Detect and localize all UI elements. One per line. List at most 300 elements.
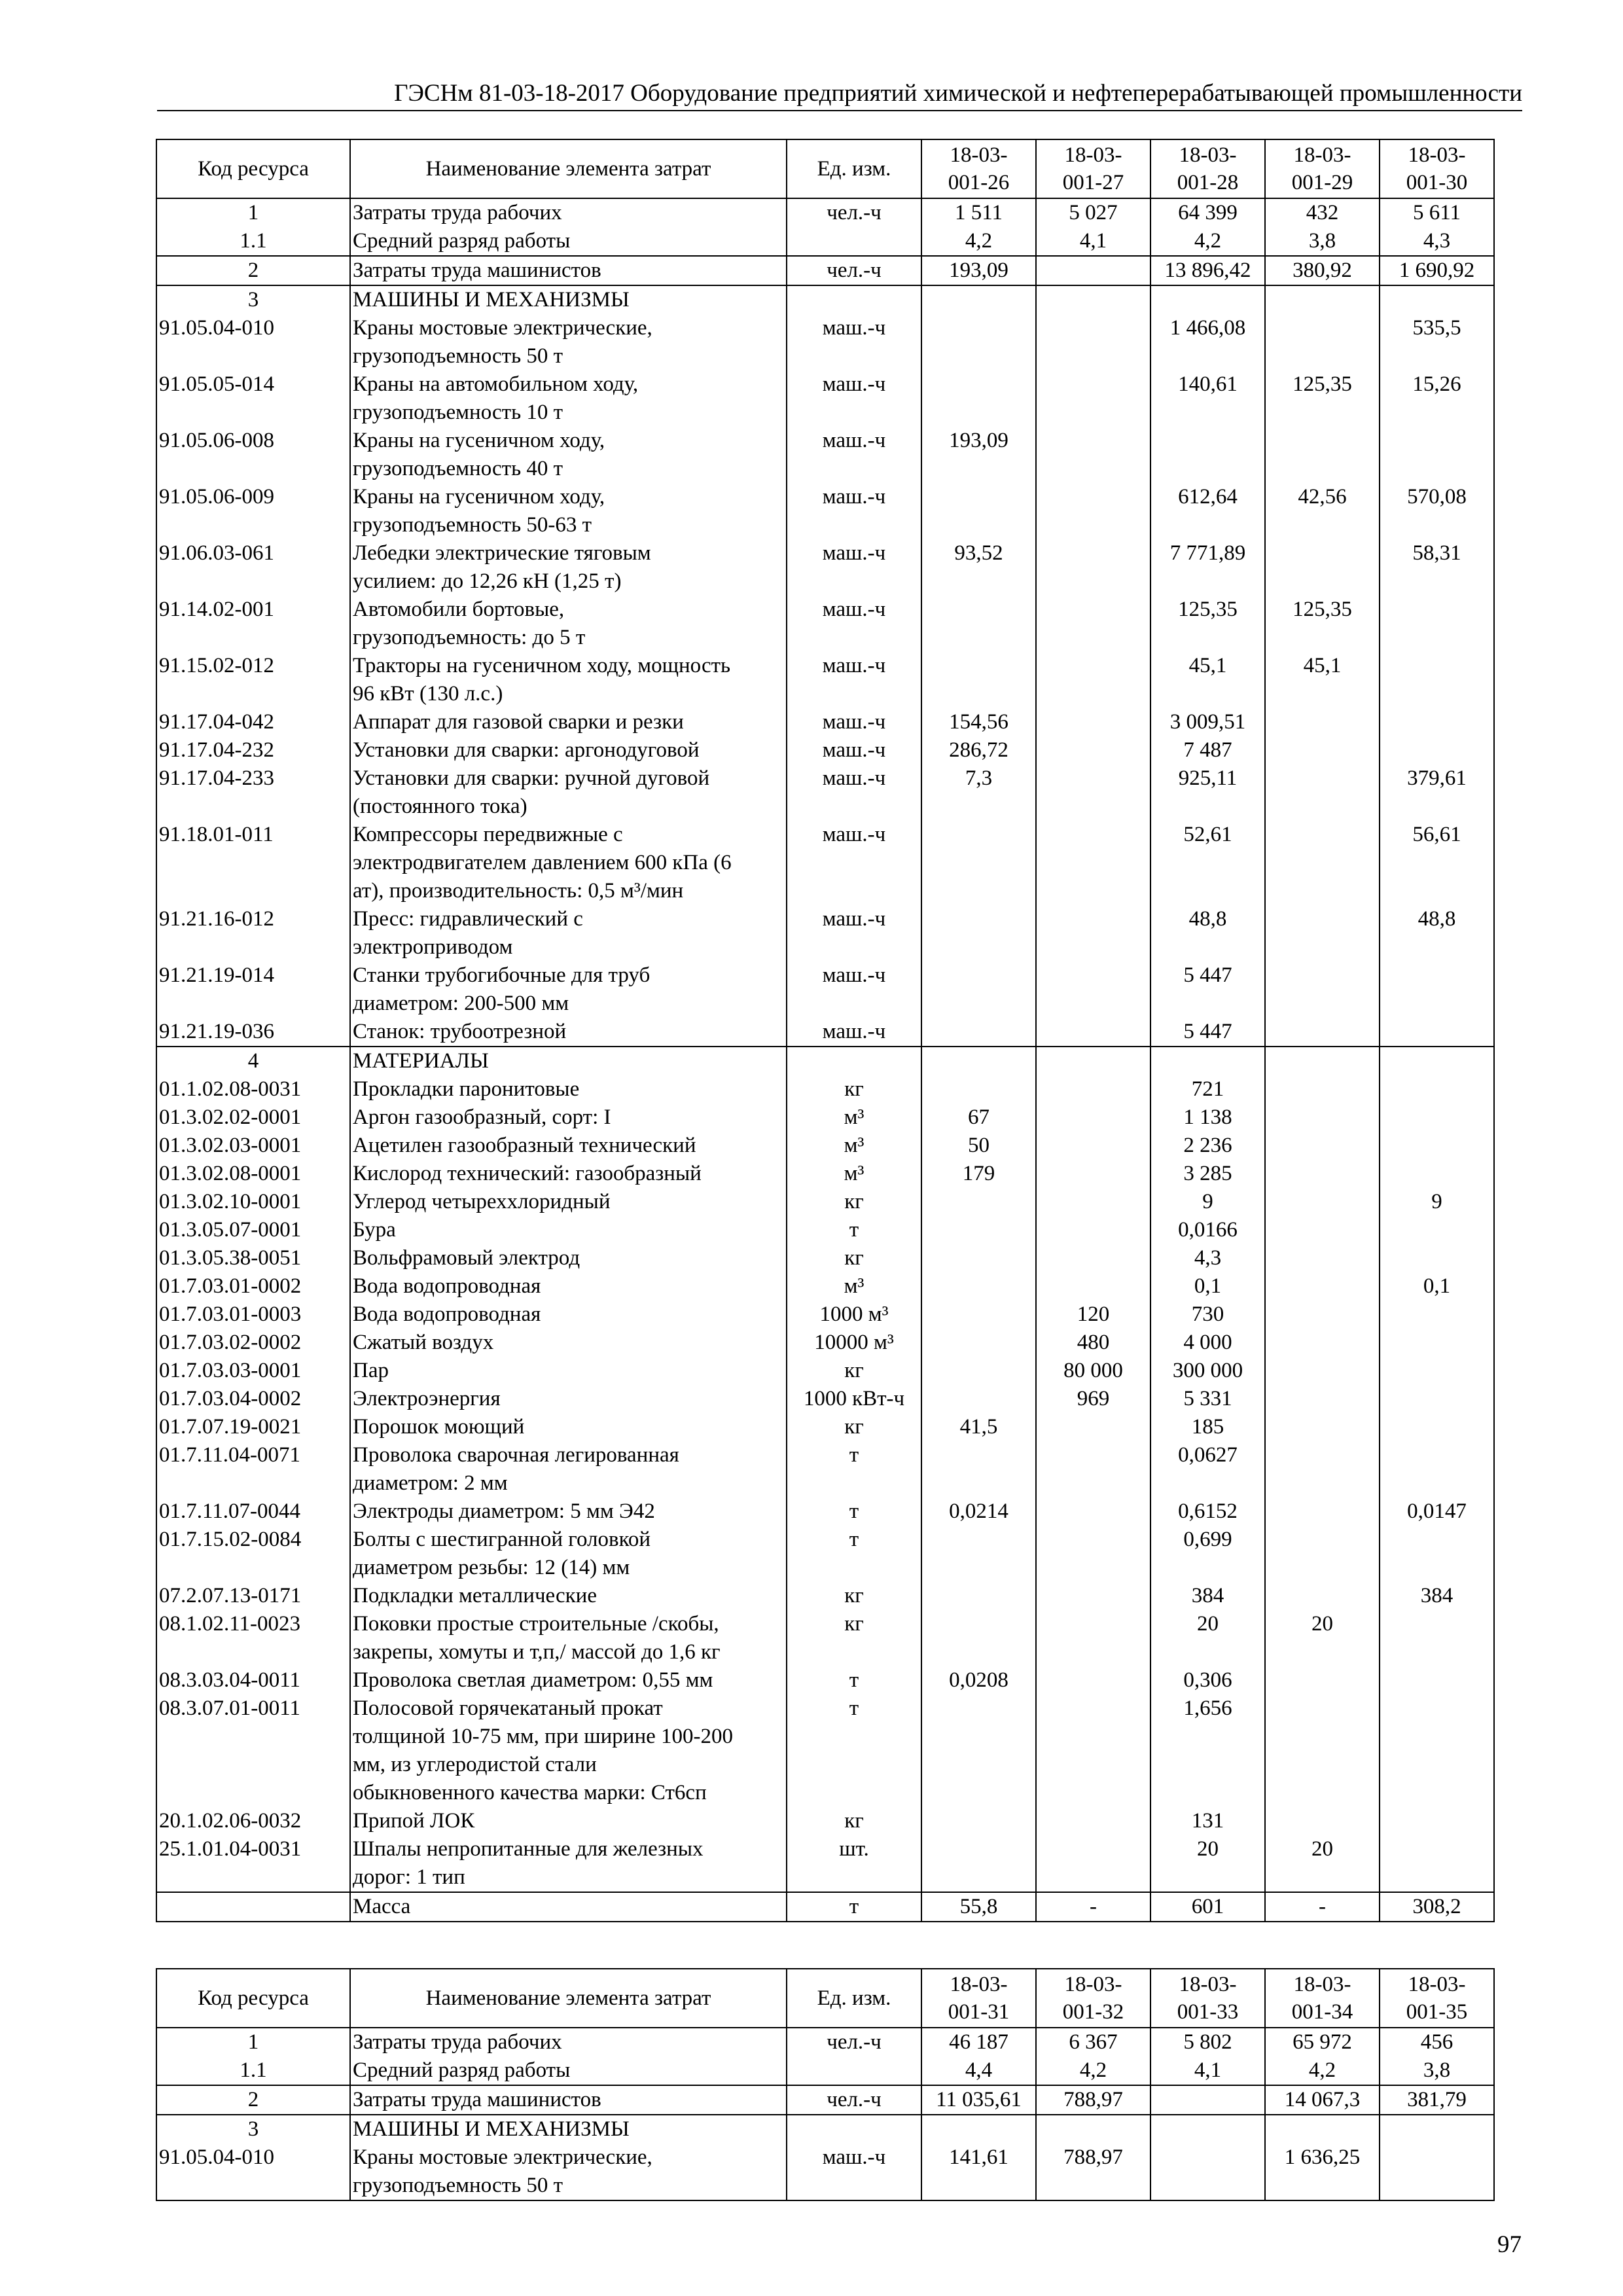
unit-cell: маш.-ч <box>787 905 921 961</box>
value-cell <box>921 1582 1036 1610</box>
value-cell: 46 187 <box>921 2028 1036 2056</box>
unit-cell: маш.-ч <box>787 821 921 905</box>
resource-code: 91.05.05-014 <box>156 370 350 427</box>
column-header-value: 18-03- 001-26 <box>921 139 1036 198</box>
value-cell <box>921 483 1036 539</box>
resource-name: Краны на гусеничном ходу, грузоподъемность 50-63 т <box>350 483 787 539</box>
value-cell: 1 511 <box>921 198 1036 227</box>
value-cell: 2 236 <box>1150 1132 1265 1160</box>
unit-cell: маш.-ч <box>787 961 921 1018</box>
resource-code: 01.7.03.02-0002 <box>156 1329 350 1357</box>
table-row <box>156 1610 1494 1666</box>
resource-name: Вольфрамовый электрод <box>350 1244 787 1272</box>
resource-code: 2 <box>156 256 350 285</box>
value-cell <box>1380 1160 1494 1188</box>
value-cell <box>921 596 1036 652</box>
value-cell: 925,11 <box>1150 764 1265 821</box>
table-row <box>156 905 1494 961</box>
value-cell: 6 367 <box>1036 2028 1150 2056</box>
table-row <box>156 539 1494 596</box>
value-cell <box>1265 1018 1380 1047</box>
resource-code: 3 <box>156 2115 350 2144</box>
value-cell <box>1036 1188 1150 1216</box>
value-cell <box>921 1835 1036 1892</box>
value-cell <box>1150 1047 1265 1075</box>
value-cell <box>1036 370 1150 427</box>
value-cell <box>1380 736 1494 764</box>
resource-code: 01.7.07.19-0021 <box>156 1413 350 1441</box>
value-cell <box>1036 1582 1150 1610</box>
resource-code: 07.2.07.13-0171 <box>156 1582 350 1610</box>
value-cell <box>921 1300 1036 1329</box>
unit-cell <box>787 227 921 256</box>
unit-cell: маш.-ч <box>787 708 921 736</box>
value-cell <box>1265 961 1380 1018</box>
unit-cell <box>787 2115 921 2144</box>
value-cell <box>1036 1160 1150 1188</box>
resource-name: Вода водопроводная <box>350 1300 787 1329</box>
value-cell: 0,6152 <box>1150 1498 1265 1526</box>
value-cell: 45,1 <box>1265 652 1380 708</box>
column-header-value: 18-03- 001-29 <box>1265 139 1380 198</box>
value-cell: 0,1 <box>1150 1272 1265 1300</box>
value-cell: 0,0214 <box>921 1498 1036 1526</box>
value-cell <box>1265 1582 1380 1610</box>
resource-name: Краны на автомобильном ходу, грузоподъемность 10 т <box>350 370 787 427</box>
column-header-name: Наименование элемента затрат <box>350 1969 787 2028</box>
value-cell <box>1380 427 1494 483</box>
column-header-value: 18-03- 001-35 <box>1380 1969 1494 2028</box>
value-cell: - <box>1265 1892 1380 1922</box>
resource-name: Тракторы на гусеничном ходу, мощность 96 кВт (130 л.с.) <box>350 652 787 708</box>
unit-cell <box>787 1047 921 1075</box>
value-cell: 456 <box>1380 2028 1494 2056</box>
value-cell: 15,26 <box>1380 370 1494 427</box>
resource-name: Бура <box>350 1216 787 1244</box>
unit-cell: м³ <box>787 1132 921 1160</box>
unit-cell: маш.-ч <box>787 652 921 708</box>
resource-code: 91.17.04-042 <box>156 708 350 736</box>
value-cell <box>1036 652 1150 708</box>
unit-cell: чел.-ч <box>787 256 921 285</box>
value-cell: 41,5 <box>921 1413 1036 1441</box>
table-row <box>156 652 1494 708</box>
value-cell <box>1380 1047 1494 1075</box>
resource-code: 91.17.04-232 <box>156 736 350 764</box>
table-row <box>156 427 1494 483</box>
unit-cell <box>787 285 921 314</box>
value-cell <box>1150 2085 1265 2115</box>
value-cell <box>1265 1300 1380 1329</box>
column-header-unit: Ед. изм. <box>787 139 921 198</box>
value-cell <box>1265 1047 1380 1075</box>
table-row <box>156 1216 1494 1244</box>
value-cell <box>1380 652 1494 708</box>
value-cell <box>1036 1075 1150 1103</box>
unit-cell: шт. <box>787 1835 921 1892</box>
table-row <box>156 256 1494 285</box>
value-cell: 154,56 <box>921 708 1036 736</box>
value-cell <box>1036 708 1150 736</box>
value-cell <box>921 1216 1036 1244</box>
value-cell <box>921 1329 1036 1357</box>
resource-name: Лебедки электрические тяговым усилием: до 12,26 кН (1,25 т) <box>350 539 787 596</box>
value-cell <box>921 821 1036 905</box>
resource-name: МАТЕРИАЛЫ <box>350 1047 787 1075</box>
value-cell: 48,8 <box>1380 905 1494 961</box>
value-cell <box>1380 2144 1494 2200</box>
value-cell: 5 027 <box>1036 198 1150 227</box>
resource-code: 01.7.03.04-0002 <box>156 1385 350 1413</box>
resource-name: Аргон газообразный, сорт: I <box>350 1103 787 1132</box>
unit-cell: т <box>787 1666 921 1695</box>
value-cell: 0,1 <box>1380 1272 1494 1300</box>
value-cell <box>1380 708 1494 736</box>
value-cell: 45,1 <box>1150 652 1265 708</box>
value-cell: 179 <box>921 1160 1036 1188</box>
resource-name: МАШИНЫ И МЕХАНИЗМЫ <box>350 2115 787 2144</box>
resource-code: 91.05.04-010 <box>156 2144 350 2200</box>
value-cell: - <box>1036 1892 1150 1922</box>
value-cell: 7 487 <box>1150 736 1265 764</box>
value-cell <box>1380 1385 1494 1413</box>
table-row <box>156 1075 1494 1103</box>
unit-cell: т <box>787 1892 921 1922</box>
resource-code: 91.05.06-008 <box>156 427 350 483</box>
resource-table-1 <box>156 139 1495 1922</box>
resource-code: 91.21.19-036 <box>156 1018 350 1047</box>
value-cell <box>921 1610 1036 1666</box>
resource-name: Пресс: гидравлический с электроприводом <box>350 905 787 961</box>
value-cell <box>921 285 1036 314</box>
resource-code: 01.3.02.02-0001 <box>156 1103 350 1132</box>
value-cell <box>1036 1018 1150 1047</box>
value-cell: 480 <box>1036 1329 1150 1357</box>
value-cell <box>1380 1103 1494 1132</box>
value-cell: 4,2 <box>1036 2056 1150 2085</box>
table-header-row <box>156 139 1494 198</box>
table-header-row <box>156 1969 1494 2028</box>
value-cell <box>1380 1695 1494 1807</box>
resource-code: 91.21.16-012 <box>156 905 350 961</box>
value-cell: 52,61 <box>1150 821 1265 905</box>
value-cell: 788,97 <box>1036 2144 1150 2200</box>
value-cell <box>1036 1666 1150 1695</box>
value-cell <box>1036 1526 1150 1582</box>
table-row <box>156 1582 1494 1610</box>
resource-code: 01.3.05.38-0051 <box>156 1244 350 1272</box>
value-cell <box>1380 1244 1494 1272</box>
value-cell: 0,0166 <box>1150 1216 1265 1244</box>
table-row <box>156 1441 1494 1498</box>
value-cell: 570,08 <box>1380 483 1494 539</box>
value-cell: 93,52 <box>921 539 1036 596</box>
table-row <box>156 821 1494 905</box>
mass-row <box>156 1892 1494 1922</box>
value-cell <box>1265 1132 1380 1160</box>
value-cell <box>1380 1216 1494 1244</box>
resource-name: Краны мостовые электрические, грузоподъемность 50 т <box>350 314 787 370</box>
value-cell <box>1036 1103 1150 1132</box>
value-cell: 125,35 <box>1265 596 1380 652</box>
value-cell: 969 <box>1036 1385 1150 1413</box>
unit-cell: маш.-ч <box>787 539 921 596</box>
value-cell: 535,5 <box>1380 314 1494 370</box>
resource-name: Затраты труда машинистов <box>350 2085 787 2115</box>
unit-cell: кг <box>787 1582 921 1610</box>
resource-name: Сжатый воздух <box>350 1329 787 1357</box>
value-cell <box>1036 285 1150 314</box>
value-cell: 612,64 <box>1150 483 1265 539</box>
value-cell <box>1380 1610 1494 1666</box>
value-cell: 1 138 <box>1150 1103 1265 1132</box>
value-cell <box>1036 1272 1150 1300</box>
value-cell: 384 <box>1150 1582 1265 1610</box>
value-cell <box>1380 1807 1494 1835</box>
value-cell <box>1036 1244 1150 1272</box>
unit-cell: т <box>787 1441 921 1498</box>
value-cell <box>1265 1666 1380 1695</box>
value-cell: 3 009,51 <box>1150 708 1265 736</box>
table-row <box>156 1188 1494 1216</box>
table-row <box>156 764 1494 821</box>
value-cell: 55,8 <box>921 1892 1036 1922</box>
resource-name: Установки для сварки: ручной дуговой (постоянного тока) <box>350 764 787 821</box>
unit-cell: маш.-ч <box>787 736 921 764</box>
unit-cell: кг <box>787 1610 921 1666</box>
value-cell <box>1036 1498 1150 1526</box>
value-cell: 721 <box>1150 1075 1265 1103</box>
value-cell: 7 771,89 <box>1150 539 1265 596</box>
resource-code: 01.3.02.10-0001 <box>156 1188 350 1216</box>
value-cell <box>1036 314 1150 370</box>
column-header-code: Код ресурса <box>156 139 350 198</box>
table-row <box>156 314 1494 370</box>
value-cell: 185 <box>1150 1413 1265 1441</box>
value-cell: 1 690,92 <box>1380 256 1494 285</box>
table-row <box>156 1329 1494 1357</box>
value-cell: 300 000 <box>1150 1357 1265 1385</box>
table-row <box>156 285 1494 314</box>
value-cell <box>1380 1526 1494 1582</box>
resource-table-2 <box>156 1968 1495 2201</box>
value-cell: 1,656 <box>1150 1695 1265 1807</box>
value-cell <box>1380 1835 1494 1892</box>
value-cell <box>1265 1526 1380 1582</box>
resource-code: 91.15.02-012 <box>156 652 350 708</box>
table-row <box>156 1413 1494 1441</box>
unit-cell: 1000 м³ <box>787 1300 921 1329</box>
unit-cell: маш.-ч <box>787 483 921 539</box>
table-row <box>156 1103 1494 1132</box>
value-cell: 5 447 <box>1150 961 1265 1018</box>
unit-cell: маш.-ч <box>787 596 921 652</box>
table-row <box>156 1047 1494 1075</box>
value-cell: 20 <box>1265 1610 1380 1666</box>
resource-code: 25.1.01.04-0031 <box>156 1835 350 1892</box>
table-row <box>156 736 1494 764</box>
resource-code: 1 <box>156 2028 350 2056</box>
value-cell <box>1265 1329 1380 1357</box>
value-cell <box>1380 1018 1494 1047</box>
value-cell <box>1036 736 1150 764</box>
value-cell <box>921 1047 1036 1075</box>
value-cell: 20 <box>1150 1610 1265 1666</box>
table-row <box>156 1498 1494 1526</box>
value-cell: 3,8 <box>1380 2056 1494 2085</box>
column-header-value: 18-03- 001-28 <box>1150 139 1265 198</box>
value-cell: 0,699 <box>1150 1526 1265 1582</box>
value-cell <box>1265 905 1380 961</box>
value-cell: 4,1 <box>1150 2056 1265 2085</box>
table-row <box>156 2085 1494 2115</box>
column-header-code: Код ресурса <box>156 1969 350 2028</box>
value-cell: 4,2 <box>1265 2056 1380 2085</box>
value-cell <box>1380 1132 1494 1160</box>
resource-code: 01.7.15.02-0084 <box>156 1526 350 1582</box>
value-cell: 125,35 <box>1265 370 1380 427</box>
resource-code: 1 <box>156 198 350 227</box>
resource-name: МАШИНЫ И МЕХАНИЗМЫ <box>350 285 787 314</box>
unit-cell: маш.-ч <box>787 314 921 370</box>
value-cell: 4,3 <box>1150 1244 1265 1272</box>
resource-name: Затраты труда рабочих <box>350 198 787 227</box>
value-cell <box>921 1526 1036 1582</box>
column-header-value: 18-03- 001-31 <box>921 1969 1036 2028</box>
value-cell <box>1265 427 1380 483</box>
resource-code: 01.7.03.01-0003 <box>156 1300 350 1329</box>
resource-name: Станок: трубоотрезной <box>350 1018 787 1047</box>
value-cell <box>921 1695 1036 1807</box>
value-cell: 64 399 <box>1150 198 1265 227</box>
value-cell <box>1036 764 1150 821</box>
resource-code: 01.3.02.03-0001 <box>156 1132 350 1160</box>
value-cell <box>1036 1610 1150 1666</box>
value-cell <box>1036 961 1150 1018</box>
value-cell: 0,0147 <box>1380 1498 1494 1526</box>
resource-code: 91.05.04-010 <box>156 314 350 370</box>
value-cell: 0,0208 <box>921 1666 1036 1695</box>
value-cell <box>1380 1441 1494 1498</box>
table-row <box>156 1300 1494 1329</box>
value-cell: 4,2 <box>921 227 1036 256</box>
unit-cell: маш.-ч <box>787 427 921 483</box>
table-row <box>156 370 1494 427</box>
table-row <box>156 227 1494 256</box>
value-cell <box>1150 2115 1265 2144</box>
resource-name: Шпалы непропитанные для железных дорог: 1 тип <box>350 1835 787 1892</box>
resource-name: Припой ЛОК <box>350 1807 787 1835</box>
value-cell <box>1265 1272 1380 1300</box>
value-cell <box>1265 1357 1380 1385</box>
resource-name: Краны мостовые электрические, грузоподъемность 50 т <box>350 2144 787 2200</box>
resource-name: Электроды диаметром: 5 мм Э42 <box>350 1498 787 1526</box>
value-cell <box>1265 1498 1380 1526</box>
unit-cell: м³ <box>787 1272 921 1300</box>
unit-cell: маш.-ч <box>787 370 921 427</box>
value-cell <box>1036 2115 1150 2144</box>
value-cell: 5 447 <box>1150 1018 1265 1047</box>
value-cell <box>1265 1160 1380 1188</box>
value-cell <box>921 1244 1036 1272</box>
value-cell: 48,8 <box>1150 905 1265 961</box>
column-header-unit: Ед. изм. <box>787 1969 921 2028</box>
value-cell <box>1265 764 1380 821</box>
value-cell: 7,3 <box>921 764 1036 821</box>
value-cell <box>1036 1807 1150 1835</box>
value-cell <box>1036 1047 1150 1075</box>
column-header-value: 18-03- 001-27 <box>1036 139 1150 198</box>
unit-cell: маш.-ч <box>787 764 921 821</box>
value-cell: 9 <box>1150 1188 1265 1216</box>
value-cell <box>1265 314 1380 370</box>
table-row <box>156 961 1494 1018</box>
value-cell <box>1265 285 1380 314</box>
resource-code: 91.05.06-009 <box>156 483 350 539</box>
value-cell <box>1265 708 1380 736</box>
value-cell: 4,2 <box>1150 227 1265 256</box>
value-cell: 131 <box>1150 1807 1265 1835</box>
value-cell: 1 466,08 <box>1150 314 1265 370</box>
resource-name: Затраты труда рабочих <box>350 2028 787 2056</box>
value-cell <box>1036 1695 1150 1807</box>
value-cell <box>1036 256 1150 285</box>
value-cell: 4,1 <box>1036 227 1150 256</box>
value-cell: 379,61 <box>1380 764 1494 821</box>
resource-name: Затраты труда машинистов <box>350 256 787 285</box>
value-cell <box>1380 1666 1494 1695</box>
value-cell <box>1265 1695 1380 1807</box>
value-cell: 80 000 <box>1036 1357 1150 1385</box>
resource-name: Проволока сварочная легированная диаметром: 2 мм <box>350 1441 787 1498</box>
value-cell <box>921 1075 1036 1103</box>
value-cell: 120 <box>1036 1300 1150 1329</box>
table-row <box>156 1666 1494 1695</box>
value-cell <box>921 1441 1036 1498</box>
resource-name: Поковки простые строительные /скобы, закрепы, хомуты и т,п,/ массой до 1,6 кг <box>350 1610 787 1666</box>
unit-cell: чел.-ч <box>787 2085 921 2115</box>
table-row <box>156 1357 1494 1385</box>
value-cell <box>921 1385 1036 1413</box>
unit-cell: кг <box>787 1075 921 1103</box>
resource-code: 91.21.19-014 <box>156 961 350 1018</box>
value-cell: 5 331 <box>1150 1385 1265 1413</box>
document-title: ГЭСНм 81-03-18-2017 Оборудование предприятий химической и нефтеперерабатывающей промышленности <box>394 80 1522 107</box>
value-cell <box>921 1357 1036 1385</box>
resource-name: Аппарат для газовой сварки и резки <box>350 708 787 736</box>
value-cell: 42,56 <box>1265 483 1380 539</box>
resource-name: Автомобили бортовые, грузоподъемность: до 5 т <box>350 596 787 652</box>
resource-name: Порошок моющий <box>350 1413 787 1441</box>
value-cell <box>1380 285 1494 314</box>
value-cell: 20 <box>1265 1835 1380 1892</box>
value-cell: 4,3 <box>1380 227 1494 256</box>
column-header-value: 18-03- 001-34 <box>1265 1969 1380 2028</box>
table-row <box>156 2028 1494 2056</box>
value-cell <box>1036 1413 1150 1441</box>
value-cell <box>1265 2115 1380 2144</box>
value-cell <box>921 1272 1036 1300</box>
value-cell <box>921 2115 1036 2144</box>
resource-code: 01.3.02.08-0001 <box>156 1160 350 1188</box>
value-cell <box>921 1807 1036 1835</box>
resource-code <box>156 1892 350 1922</box>
unit-cell: кг <box>787 1188 921 1216</box>
resource-code: 4 <box>156 1047 350 1075</box>
value-cell <box>1036 427 1150 483</box>
value-cell: 5 611 <box>1380 198 1494 227</box>
value-cell <box>921 370 1036 427</box>
